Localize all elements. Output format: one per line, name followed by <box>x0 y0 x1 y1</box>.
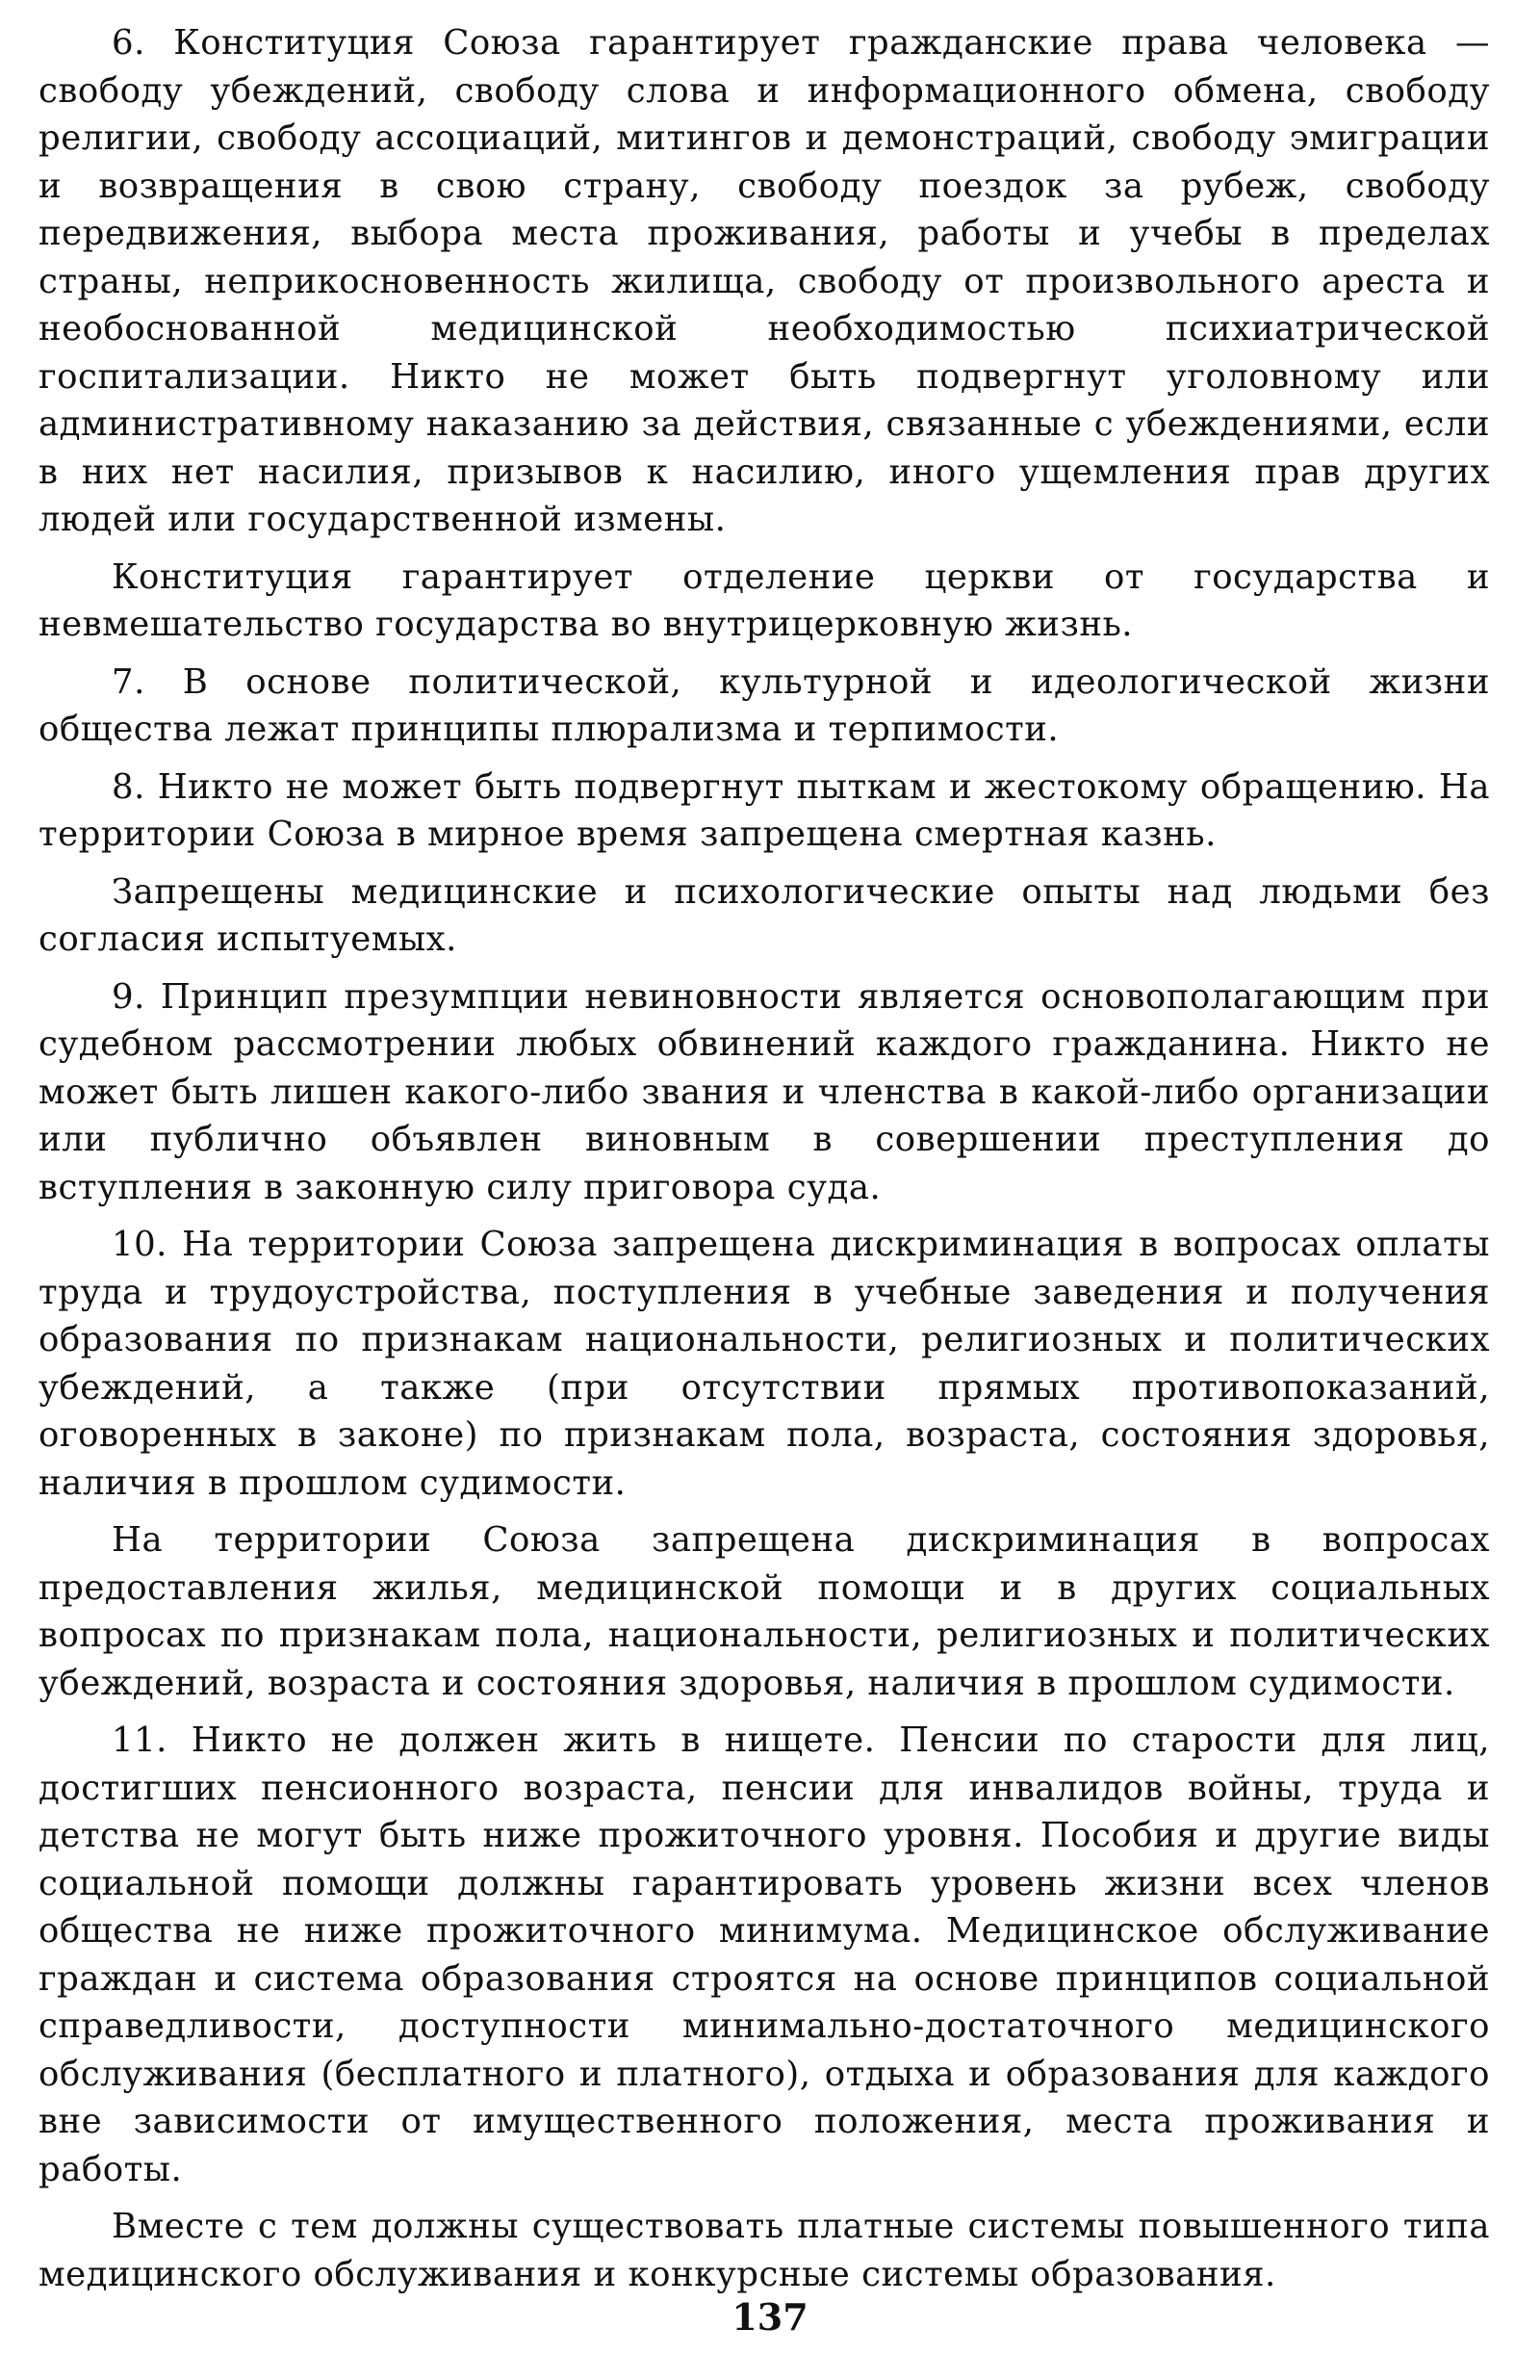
paragraph-article-6: 6. Конституция Союза гарантирует гражданские права человека — свободу убеждений, свободу слова и информационного обмена, свободу религии, свободу ассоциаций, митингов и демонстраций, свободу эмиграции и возвращения в свою страну, свободу поездок за рубеж, свободу передвижения, выбора места проживания, работы и учебы в пределах страны, неприкосновенность жилища, свободу от произвольного ареста и необоснованной медицинской необходимостью психиатрической госпитализации. Никто не может быть подвергнут уголовному или административному наказанию за действия, связанные с убеждениями, если в них нет насилия, призывов к насилию, иного ущемления прав других людей или государственной измены. <box>38 23 1490 539</box>
paragraph-experiments-ban: Запрещены медицинские и психологические опыты над людьми без согласия испытуемых. <box>38 871 1490 959</box>
paragraph-article-9: 9. Принцип презумпции невиновности является основополагающим при судебном рассмотрении любых обвинений каждого гражданина. Никто не может быть лишен какого-либо звания и членства в какой-либо организации или публично объявлен виновным в совершении преступления до вступления в законную силу приговора суда. <box>38 976 1490 1207</box>
paragraph-article-8: 8. Никто не может быть подвергнут пыткам и жестокому обращению. На территории Союза в мирное время запрещена смертная казнь. <box>38 766 1490 854</box>
page-number: 137 <box>732 2295 808 2339</box>
paragraph-article-7: 7. В основе политической, культурной и идеологической жизни общества лежат принципы плюрализма и терпимости. <box>38 661 1490 749</box>
paragraph-paid-systems: Вместе с тем должны существовать платные системы повышенного типа медицинского обслуживания и конкурсные системы образования. <box>38 2207 1490 2294</box>
paragraph-discrimination-housing: На территории Союза запрещена дискриминация в вопросах предоставления жилья, медицинской помощи и в других социальных вопросах по признакам пола, национальности, религиозных и политических убеждений, возраста и состояния здоровья, наличия в прошлом судимости. <box>38 1520 1490 1703</box>
paragraph-church-separation: Конституция гарантирует отделение церкви от государства и невмешательство государства во внутрицерковную жизнь. <box>38 556 1490 644</box>
paragraph-article-10: 10. На территории Союза запрещена дискриминация в вопросах оплаты труда и трудоустройства, поступления в учебные заведения и получения образования по признакам национальности, религиозных и политических убеждений, а также (при отсутствии прямых противопоказаний, оговоренных в законе) по признакам пола, возраста, состояния здоровья, наличия в прошлом судимости. <box>38 1225 1490 1503</box>
paragraph-article-11: 11. Никто не должен жить в нищете. Пенсии по старости для лиц, достигших пенсионного возраста, пенсии для инвалидов войны, труда и детства не могут быть ниже прожиточного уровня. Пособия и другие виды социальной помощи должны гарантировать уровень жизни всех членов общества не ниже прожиточного минимума. Медицинское обслуживание граждан и система образования строятся на основе принципов социальной справедливости, доступности минимально-достаточного медицинского обслуживания (бесплатного и платного), отдыха и образования для каждого вне зависимости от имущественного положения, места проживания и работы. <box>38 1720 1490 2189</box>
page-body <box>38 19 1490 2308</box>
